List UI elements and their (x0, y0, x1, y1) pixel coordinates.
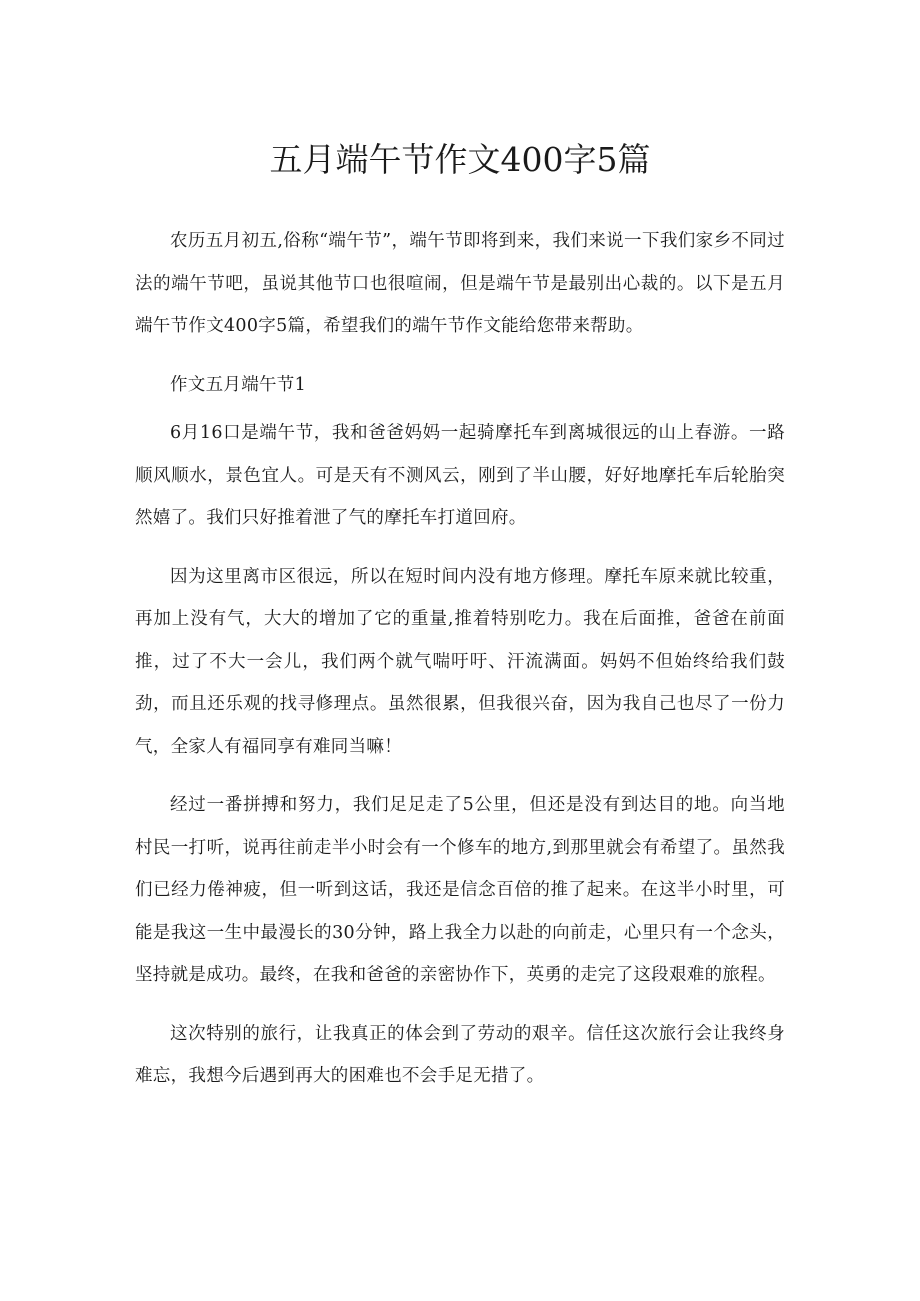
intro-paragraph: 农历五月初五,俗称“端午节”，端午节即将到来，我们来说一下我们家乡不同过法的端午节吧，虽说其他节口也很喧闹，但是端午节是最别出心裁的。以下是五月端午节作文400字5篇，希望我们的端午节作文能给您带来帮助。 (135, 231, 785, 336)
essay-paragraph: 因为这里离市区很远，所以在短时间内没有地方修理。摩托车原来就比较重，再加上没有气，大大的增加了它的重量,推着特别吃力。我在后面推，爸爸在前面推，过了不大一会儿，我们两个就气喘吁吁、汗流满面。妈妈不但始终给我们鼓劲，而且还乐观的找寻修理点。虽然很累，但我很兴奋，因为我自己也尽了一份力气，全家人有福同享有难同当嘛！ (135, 566, 785, 757)
essay-paragraph: 经过一番拼搏和努力，我们足足走了5公里，但还是没有到达目的地。向当地村民一打听，说再往前走半小时会有一个修车的地方,到那里就会有希望了。虽然我们已经力倦神疲，但一听到这话，我还是信念百倍的推了起来。在这半小时里，可能是我这一生中最漫长的30分钟，路上我全力以赴的向前走，心里只有一个念头，坚持就是成功。最终，在我和爸爸的亲密协作下，英勇的走完了这段艰难的旅程。 (135, 795, 785, 985)
document-title: 五月端午节作文400字5篇 (269, 140, 651, 179)
essay-paragraph: 6月16口是端午节，我和爸爸妈妈一起骑摩托车到离城很远的山上春游。一路顺风顺水，景色宜人。可是天有不测风云，刚到了半山腰，好好地摩托车后轮胎突然嬉了。我们只好推着泄了气的摩托车打道回府。 (135, 423, 785, 528)
document-body (135, 220, 785, 1114)
essay-heading: 作文五月端午节1 (170, 374, 307, 395)
essay-paragraph: 这次特别的旅行，让我真正的体会到了劳动的艰辛。信任这次旅行会让我终身难忘，我想今后遇到再大的困难也不会手足无措了。 (135, 1023, 785, 1086)
